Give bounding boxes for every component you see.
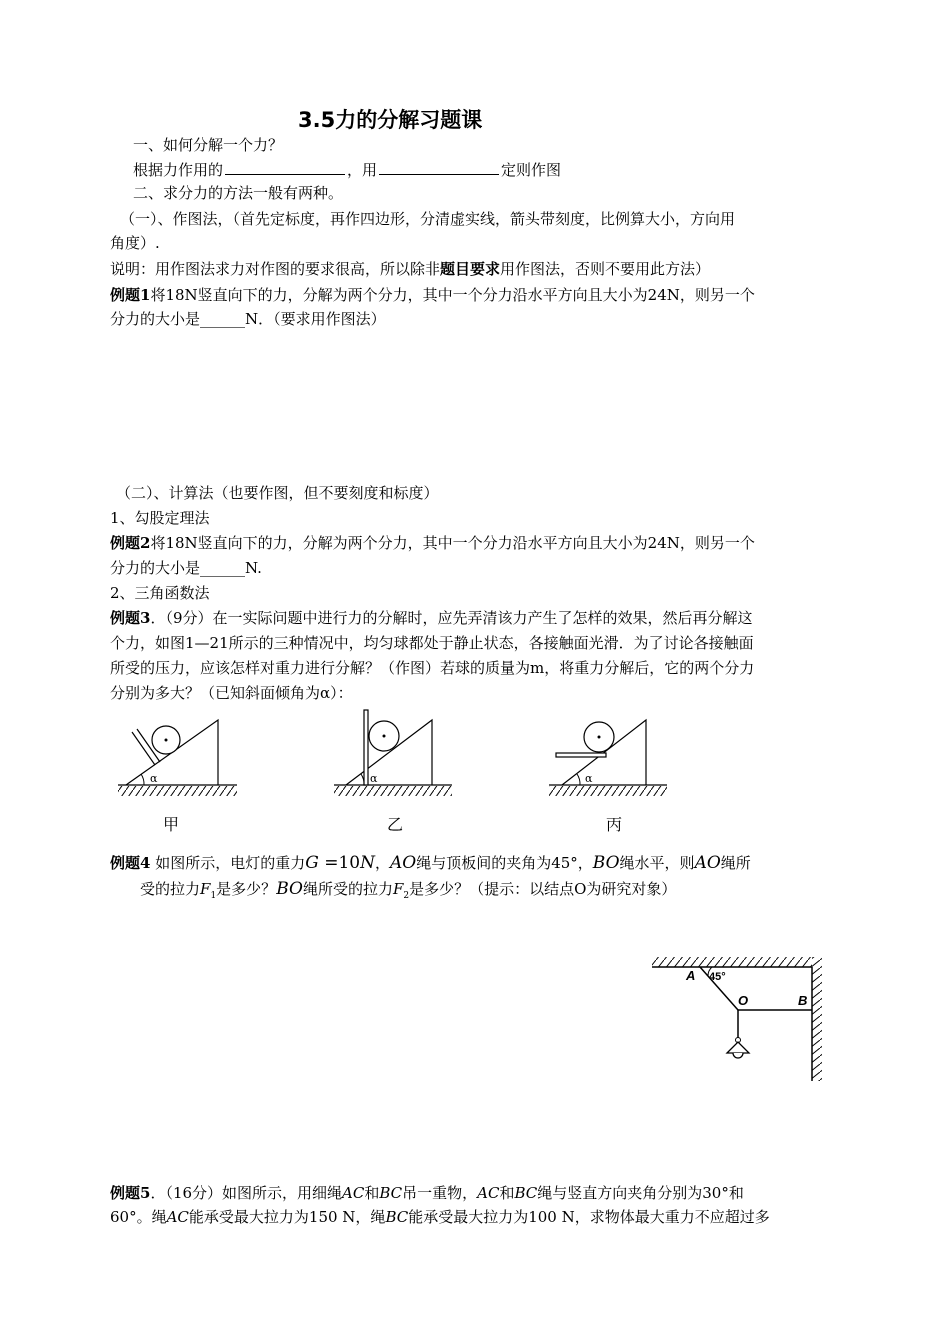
- example-1-line-2: 分力的大小是______N．（要求用作图法）: [110, 310, 386, 328]
- alpha-label: α: [150, 772, 158, 785]
- label-a: A: [686, 968, 696, 983]
- example-3-line-1: 例题3．（9分）在一实际问题中进行力的分解时，应先弄清该力产生了怎样的效果，然后再分解这: [110, 609, 753, 627]
- method-2b-heading: 2、三角函数法: [110, 584, 210, 602]
- method-2-heading: （二）、计算法（也要作图，但不要刻度和标度）: [116, 484, 439, 502]
- method-1-line-1: （一）、作图法，（首先定标度，再作四边形，分清虚实线，箭头带刻度，比例算大小，方向用: [120, 210, 736, 228]
- section-2-heading: 二、求分力的方法一般有两种。: [133, 184, 344, 202]
- example-2-line-2: 分力的大小是______N.: [110, 559, 262, 577]
- lamp-icon: [727, 1038, 749, 1059]
- method-1-line-2: 角度）.: [110, 234, 160, 252]
- example-3-line-3: 所受的压力，应该怎样对重力进行分解？（作图）若球的质量为m，将重力分解后，它的两个分力: [110, 659, 755, 677]
- example-4-line-1: 例题4 如图所示，电灯的重力G =10N，AO绳与顶板间的夹角为45°，BO绳水平，则AO绳所: [110, 853, 751, 873]
- method-1-note: 说明：用作图法求力对作图的要求很高，所以除非题目要求用作图法，否则不要用此方法）: [110, 260, 711, 278]
- example-3-line-2: 个力，如图1—21所示的三种情况中，均匀球都处于静止状态，各接触面光滑．为了讨论各接触面: [110, 634, 754, 652]
- alpha-label: α: [585, 772, 593, 785]
- caption-bing: 丙: [606, 815, 623, 834]
- example-2-line-1: 例题2将18N竖直向下的力，分解为两个分力，其中一个分力沿水平方向且大小为24N，则另一个: [110, 534, 755, 552]
- label-45: 45°: [709, 971, 726, 983]
- caption-jia: 甲: [163, 815, 180, 834]
- example-3-line-4: 分别为多大？（已知斜面倾角为α）：: [110, 684, 353, 702]
- section-1-heading: 一、如何分解一个力？: [133, 136, 284, 154]
- caption-yi: 乙: [387, 815, 404, 834]
- label-b: B: [798, 993, 808, 1008]
- section-1-fill: 根据力作用的 ，用 定则作图: [133, 158, 561, 181]
- alpha-label: α: [370, 772, 378, 785]
- method-2a-heading: 1、勾股定理法: [110, 509, 210, 527]
- page-title: 3.5力的分解习题课: [298, 108, 483, 132]
- example-5-line-1: 例题5．（16分）如图所示，用细绳AC和BC吊一重物，AC和BC绳与竖直方向夹角分别为30°和: [110, 1184, 744, 1202]
- example-4-line-2: 受的拉力$F_1$是多少？BO绳所受的拉力$F_2$是多少？（提示：以结点O为研究对象）: [140, 879, 677, 901]
- example-1-line-1: 例题1将18N竖直向下的力，分解为两个分力，其中一个分力沿水平方向且大小为24N，则另一个: [110, 286, 755, 304]
- label-o: O: [738, 993, 749, 1008]
- example-5-line-2: 60°。绳AC能承受最大拉力为150 N，绳BC能承受最大拉力为100 N，求物体最大重力不应超过多: [110, 1208, 770, 1226]
